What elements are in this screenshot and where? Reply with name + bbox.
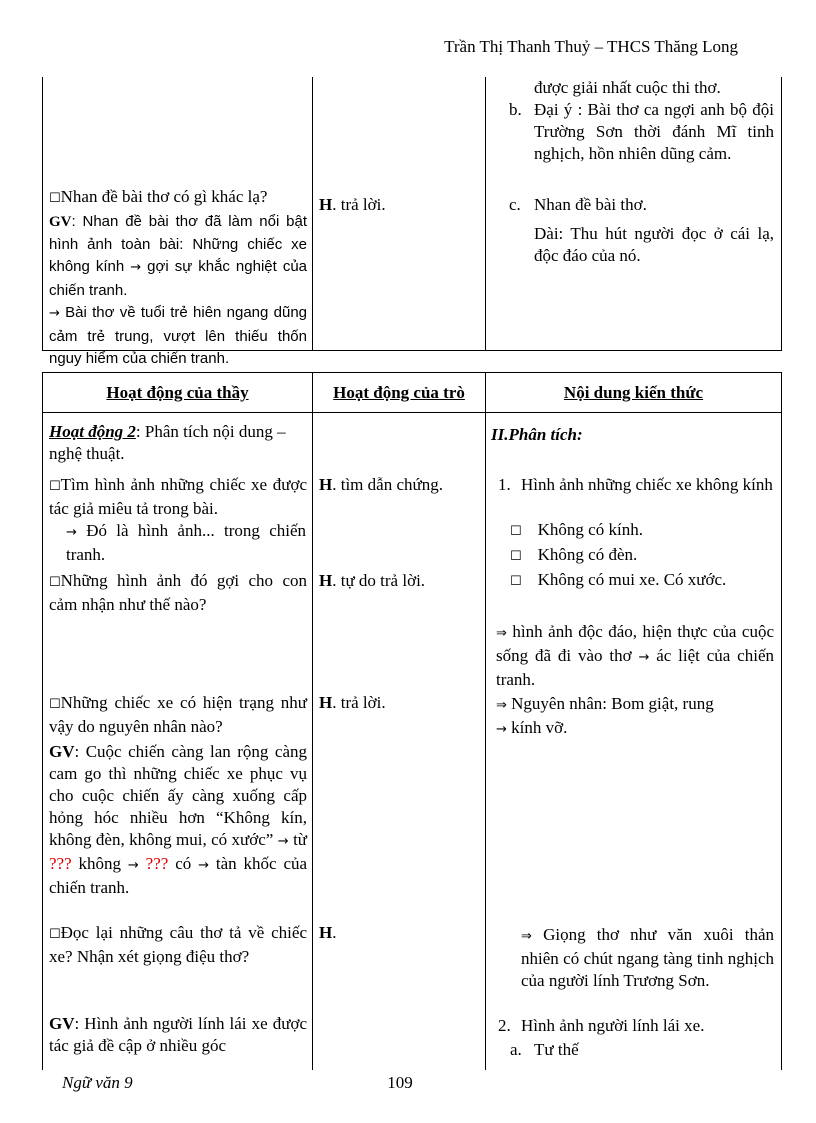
arrow-icon: →: [127, 858, 139, 873]
t1-c-marker: c.: [509, 195, 521, 214]
t1-c-sub: Dài: Thu hút người đọc ở cái lạ, độc đáo của nó.: [534, 224, 774, 265]
answer-2: H. tự do trả lời.: [319, 571, 426, 590]
t1-divider-1: [312, 77, 313, 351]
question-2: ☐Những hình ảnh đó gợi cho con cảm nhận như thế nào?: [49, 571, 307, 614]
answer-3: H. trả lời.: [319, 693, 386, 712]
footer-book-title: Ngữ văn 9: [62, 1073, 133, 1092]
list-item: ☐ Không có kính.: [510, 520, 643, 539]
list-item: ☐ Không có đèn.: [510, 545, 638, 564]
checkbox-icon: ☐: [510, 524, 522, 539]
checkbox-icon: ☐: [510, 574, 522, 589]
item-2-number: 2.: [498, 1016, 511, 1035]
t1-student-cell: H. trả lời.: [319, 195, 386, 214]
checkbox-icon: ☐: [49, 697, 61, 712]
question-1-note: → Đó là hình ảnh... trong chiến tranh.: [66, 521, 307, 564]
page-number: 109: [387, 1073, 413, 1092]
item-1-title: Hình ảnh những chiếc xe không kính: [521, 475, 773, 494]
item-2-title: Hình ảnh người lính lái xe.: [521, 1016, 705, 1035]
t2-border-right: [781, 372, 782, 1070]
arrow-icon: →: [277, 834, 289, 849]
checkbox-icon: ☐: [49, 927, 61, 942]
t1-gv-note: GV: Nhan đề bài thơ đã làm nổi bật hình ảnh toàn bài: Những chiếc xe không kính → gợi sự khắc nghiệt của chiến tranh. → Bài thơ về tuổi trẻ hiên ngang dũng cảm trẻ trung, vượt lên thiếu thốn nguy hiểm của chiến tranh.: [49, 213, 307, 367]
gv-explanation-2: GV: Hình ảnh người lính lái xe được tác giả đề cập ở nhiều góc: [49, 1014, 307, 1055]
t1-question: ☐Nhan đề bài thơ có gì khác lạ?: [49, 187, 268, 206]
arrow-icon: →: [496, 722, 507, 737]
t2-divider-2: [485, 372, 486, 1070]
checkbox-icon: ☐: [49, 479, 61, 494]
t1-a-continued: được giải nhất cuộc thi thơ.: [534, 78, 721, 97]
t1-border-right: [781, 77, 782, 351]
arrow-icon: →: [198, 858, 210, 873]
checkbox-icon: ☐: [49, 575, 61, 590]
t2-divider-1: [312, 372, 313, 1070]
page-header: Trần Thị Thanh Thuỷ – THCS Thăng Long: [444, 37, 738, 56]
answer-1: H. tìm dẫn chứng.: [319, 475, 443, 494]
arrow-icon: →: [49, 306, 60, 321]
t2-border-top: [42, 372, 782, 373]
t1-b-marker: b.: [509, 100, 522, 119]
t1-divider-2: [485, 77, 486, 351]
conclusion-1: ⇒ hình ảnh độc đáo, hiện thực của cuộc sống đã đi vào thơ → ác liệt của chiến tranh.: [496, 622, 775, 689]
checkbox-icon: ☐: [49, 191, 61, 206]
t1-border-left: [42, 77, 43, 351]
list-item: ☐ Không có mui xe. Có xước.: [510, 570, 727, 589]
implies-icon: ⇒: [496, 698, 507, 713]
t1-c-text: Nhan đề bài thơ.: [534, 195, 647, 214]
section-heading: II.Phân tích:: [491, 425, 583, 444]
hd2-heading: Hoạt động 2: Phân tích nội dung – nghệ thuật.: [49, 422, 286, 463]
t2-border-left: [42, 372, 43, 1070]
t1-b-text: Đại ý : Bài thơ ca ngợi anh bộ đội Trường Sơn thời đánh Mĩ tinh nghịch, hồn nhiên dũng cảm.: [534, 100, 774, 163]
implies-icon: ⇒: [496, 626, 507, 641]
arrow-icon: →: [66, 525, 77, 540]
question-4: ☐Đọc lại những câu thơ tả về chiếc xe? Nhận xét giọng điệu thơ?: [49, 923, 307, 966]
arrow-icon: →: [638, 650, 650, 665]
t1-teacher-cell: [49, 186, 307, 371]
question-3: ☐Những chiếc xe có hiện trạng như vậy do nguyên nhân nào?: [49, 693, 307, 736]
bullet-list: [510, 519, 726, 593]
item-2a-text: Tư thế: [534, 1040, 579, 1059]
answer-4: H.: [319, 923, 337, 942]
item-1-number: 1.: [498, 475, 511, 494]
conclusion-2: ⇒ Nguyên nhân: Bom giật, rung → kính vỡ.: [496, 694, 714, 737]
col-header-content: Nội dung kiến thức: [563, 383, 704, 402]
item-2a-marker: a.: [510, 1040, 522, 1059]
conclusion-3: ⇒ Giọng thơ như văn xuôi thản nhiên có chút ngang tàng tinh nghịch của người lính Trương Sơn.: [521, 925, 774, 990]
gv-explanation: GV: Cuộc chiến càng lan rộng càng cam go thì những chiếc xe phục vụ cho cuộc chiến ấy càng xuống cấp hỏng hóc nhiều hơn “Không kín, không đèn, không mui, có xước” → từ ??? không → ??? có → tàn khốc của chiến tranh.: [49, 742, 308, 897]
checkbox-icon: ☐: [510, 549, 522, 564]
implies-icon: ⇒: [521, 929, 532, 944]
t2-header-bottom: [42, 412, 782, 413]
col-header-student: Hoạt động của trò: [333, 383, 465, 402]
arrow-icon: →: [130, 260, 142, 275]
question-1: ☐Tìm hình ảnh những chiếc xe được tác giả miêu tả trong bài.: [49, 475, 307, 518]
col-header-teacher: Hoạt động của thầy: [106, 383, 249, 402]
